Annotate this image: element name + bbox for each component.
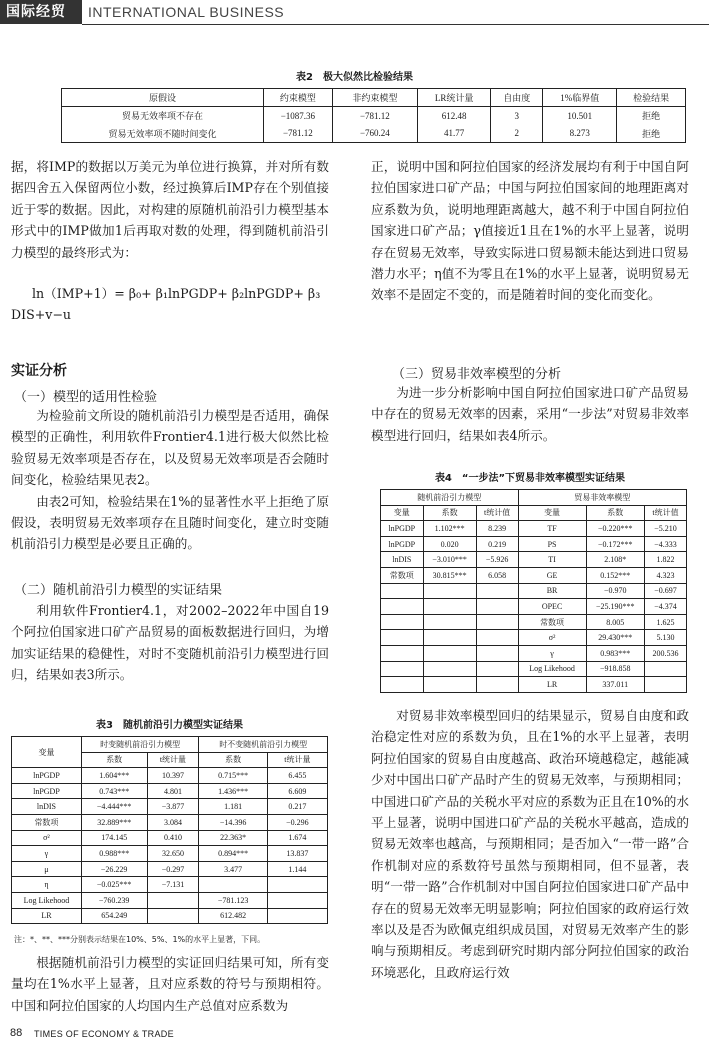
table-cell: [476, 677, 518, 693]
table-cell: [423, 583, 476, 599]
table-cell: 8.005: [586, 614, 644, 630]
table-cell: −5.210: [644, 521, 686, 537]
table-cell: 10.501: [543, 107, 617, 125]
table-cell: −781.12: [264, 125, 333, 143]
table-row: [62, 107, 686, 125]
table-cell: [476, 599, 518, 615]
table-cell: 3.477: [199, 861, 267, 877]
table-cell: [381, 583, 424, 599]
table-cell: η: [12, 877, 82, 893]
table-cell: −0.025***: [81, 877, 147, 893]
table-cell: 1.822: [644, 552, 686, 568]
left-paragraph-2: [11, 405, 329, 555]
body-text: 为进一步分析影响中国自阿拉伯国家进口矿产品贸易中存在的贸易无效率的因素，采用“一步法”对贸易非效率模型进行回归，结果如表4所示。: [371, 385, 689, 443]
table-cell: μ: [12, 861, 82, 877]
table-cell: [381, 630, 424, 646]
table-cell: [381, 614, 424, 630]
table-cell: −0.296: [267, 814, 327, 830]
table-cell: −0.172***: [586, 536, 644, 552]
left-paragraph-5: [11, 952, 329, 1016]
table-cell: lnPGDP: [381, 521, 424, 537]
page-header: [0, 0, 709, 30]
table-row: [381, 677, 687, 693]
table2-header: LR统计量: [418, 89, 491, 107]
table-cell: −781.12: [332, 107, 417, 125]
table4-subheader: 系数: [423, 505, 476, 521]
table-row: [381, 567, 687, 583]
table2-header: 1%临界值: [543, 89, 617, 107]
table-cell: lnPGDP: [12, 768, 82, 784]
table-cell: −26.229: [81, 861, 147, 877]
table-cell: [644, 661, 686, 677]
body-text: 利用软件Frontier4.1，对2002–2022年中国自19个阿拉伯国家进口矿产品贸易的面板数据进行回归，为增加实证结果的稳健性，对时不变随机前沿引力模型进行回归，结果如表3所示。: [11, 603, 329, 683]
formula-line-2: DIS+v−u: [11, 307, 72, 322]
table-cell: 30.815***: [423, 567, 476, 583]
table-cell: −7.131: [147, 877, 199, 893]
section-heading: 实证分析: [11, 363, 67, 379]
table3-caption: 表3 随机前沿引力模型实证结果: [96, 720, 243, 731]
table2-header: 检验结果: [617, 89, 686, 107]
table-cell: [267, 892, 327, 908]
right-paragraph-2: [371, 382, 689, 446]
table-row: [12, 783, 328, 799]
table-cell: 4.801: [147, 783, 199, 799]
table-row: [381, 552, 687, 568]
table-cell: σ²: [12, 830, 82, 846]
table-cell: −0.220***: [586, 521, 644, 537]
table-cell: 1.102***: [423, 521, 476, 537]
subsection-heading-2: （二）随机前沿引力模型的实证结果: [14, 583, 223, 598]
table-cell: [423, 661, 476, 677]
table3-header: 变量: [12, 737, 82, 768]
table-cell: 1.181: [199, 799, 267, 815]
table-cell: [476, 645, 518, 661]
table-cell: [476, 661, 518, 677]
table-row: [12, 846, 328, 862]
table-cell: 174.145: [81, 830, 147, 846]
table-cell: [147, 892, 199, 908]
table-cell: [267, 908, 327, 924]
table-cell: 1.436***: [199, 783, 267, 799]
table2-header: 自由度: [491, 89, 543, 107]
table-cell: [423, 614, 476, 630]
table-cell: −0.297: [147, 861, 199, 877]
journal-section-en: INTERNATIONAL BUSINESS: [88, 4, 285, 20]
table3-subheader: 系数: [199, 752, 267, 768]
table-cell: [476, 630, 518, 646]
table-cell: −5.926: [476, 552, 518, 568]
header-rule: [82, 24, 709, 25]
left-paragraph-1: [11, 156, 329, 263]
table4-header: 贸易非效率模型: [518, 490, 686, 506]
table-cell: 1.674: [267, 830, 327, 846]
table-cell: σ²: [518, 630, 586, 646]
table-cell: −3.877: [147, 799, 199, 815]
table-cell: 拒绝: [617, 125, 686, 143]
table-cell: lnPGDP: [12, 783, 82, 799]
table-cell: BR: [518, 583, 586, 599]
table-cell: 贸易无效率项不存在: [62, 107, 264, 125]
table-cell: −760.24: [332, 125, 417, 143]
table-cell: 3.084: [147, 814, 199, 830]
table-cell: 0.217: [267, 799, 327, 815]
table-cell: 8.239: [476, 521, 518, 537]
table-cell: 32.889***: [81, 814, 147, 830]
table-cell: [423, 630, 476, 646]
table-cell: 10.397: [147, 768, 199, 784]
body-text: 由表2可知，检验结果在1%的显著性水平上拒绝了原假设，表明贸易无效率项存在且随时间变化，建立时变随机前沿引力模型是必要且正确的。: [11, 493, 329, 552]
table4: [380, 489, 687, 693]
table-cell: 32.650: [147, 846, 199, 862]
table-row: [12, 892, 328, 908]
table-cell: lnPGDP: [381, 536, 424, 552]
table-cell: −3.010***: [423, 552, 476, 568]
table-cell: OPEC: [518, 599, 586, 615]
table4-header: 随机前沿引力模型: [381, 490, 519, 506]
table-row: [381, 521, 687, 537]
table-cell: 常数项: [381, 567, 424, 583]
table4-subheader: 变量: [381, 505, 424, 521]
table-cell: TI: [518, 552, 586, 568]
table-cell: LR: [518, 677, 586, 693]
table-cell: GE: [518, 567, 586, 583]
table-cell: [423, 599, 476, 615]
table-cell: 41.77: [418, 125, 491, 143]
table-cell: 0.715***: [199, 768, 267, 784]
table-cell: 5.130: [644, 630, 686, 646]
table-cell: 612.482: [199, 908, 267, 924]
table-cell: 常数项: [518, 614, 586, 630]
table-cell: [267, 877, 327, 893]
table-cell: [381, 645, 424, 661]
table-row: [381, 645, 687, 661]
table-cell: −0.970: [586, 583, 644, 599]
table-cell: −4.444***: [81, 799, 147, 815]
table-cell: −918.858: [586, 661, 644, 677]
table-row: [381, 599, 687, 615]
table-cell: 2: [491, 125, 543, 143]
table-cell: 6.058: [476, 567, 518, 583]
table-cell: −0.697: [644, 583, 686, 599]
table-cell: 2.108*: [586, 552, 644, 568]
table-cell: lnDIS: [381, 552, 424, 568]
table-row: [381, 536, 687, 552]
body-text: 根据随机前沿引力模型的实证回归结果可知，所有变量均在1%水平上显著，且对应系数的符号与预期相符。中国和阿拉伯国家的人均国内生产总值对应系数为: [11, 955, 329, 1013]
table2: [61, 88, 686, 143]
formula-line-1: ln（IMP+1）= β₀+ β₁lnPGDP+ β₂lnPGDP+ β₃: [32, 286, 321, 301]
table-cell: 612.48: [418, 107, 491, 125]
table-cell: −781.123: [199, 892, 267, 908]
table-cell: 8.273: [543, 125, 617, 143]
table3-header: 时不变随机前沿引力模型: [199, 737, 328, 753]
table-cell: [381, 599, 424, 615]
table-cell: [644, 677, 686, 693]
table-row: [381, 583, 687, 599]
table-cell: 6.609: [267, 783, 327, 799]
table-cell: 22.363*: [199, 830, 267, 846]
table-cell: [381, 677, 424, 693]
table2-caption: 表2 极大似然比检验结果: [296, 72, 413, 83]
table-cell: 0.219: [476, 536, 518, 552]
table4-subheader: t统计值: [476, 505, 518, 521]
right-paragraph-3: [371, 705, 689, 983]
subsection-heading-3: （三）贸易非效率模型的分析: [392, 367, 562, 382]
table2-header: 约束模型: [264, 89, 333, 107]
body-text: 对贸易非效率模型回归的结果显示，贸易自由度和政治稳定性对应的系数为负，且在1%的水平上显著，表明阿拉伯国家的贸易自由度越高、政治环境越稳定，越能减少对中国出口矿产品时产生的贸易无效率，与预期相同；中国进口矿产品的关税水平对应的系数为正且在10%的水平上显著，说明中国进口矿产品的关税水平越高，造成的贸易无效率也越高，与预期相同；是否加入“一带一路”合作机制对应的系数符号虽然与预期相同，但不显著，表明“一带一路”合作机制对中国自阿拉伯国家进口矿产品中存在的贸易无效率无明显影响；阿拉伯国家的政府运行效率以及是否为欧佩克组织成员国，对贸易无效率产生的影响与预期相反。考虑到研究时期内部分阿拉伯国家的政治环境恶化，且政府运行效: [371, 708, 689, 980]
table-cell: 0.020: [423, 536, 476, 552]
table-row: [12, 877, 328, 893]
body-text: 据，将IMP的数据以万美元为单位进行换算，并对所有数据四舍五入保留两位小数，经过换算后IMP存在个别值接近于零的数据。因此，对构建的原随机前沿引力模型基本形式中的IMP做加1后再取对数的处理，得到随机前沿引力模型的最终形式为：: [11, 159, 329, 260]
table-cell: −25.190***: [586, 599, 644, 615]
table-cell: 0.983***: [586, 645, 644, 661]
table-cell: −1087.36: [264, 107, 333, 125]
table-row: [12, 799, 328, 815]
table-row: [12, 908, 328, 924]
table-cell: 0.410: [147, 830, 199, 846]
table3-subheader: t统计量: [267, 752, 327, 768]
table-cell: TF: [518, 521, 586, 537]
table-cell: 1.604***: [81, 768, 147, 784]
table-cell: −4.374: [644, 599, 686, 615]
table-cell: 贸易无效率项不随时间变化: [62, 125, 264, 143]
table-cell: [381, 661, 424, 677]
table3-subheader: t统计量: [147, 752, 199, 768]
table-row: [381, 614, 687, 630]
table-cell: −760.239: [81, 892, 147, 908]
table-row: [12, 861, 328, 877]
table-row: [381, 661, 687, 677]
page-number: 88: [10, 1027, 23, 1039]
table-cell: 拒绝: [642, 111, 661, 122]
table-cell: [476, 583, 518, 599]
table-cell: 337.011: [586, 677, 644, 693]
right-paragraph-1: [371, 156, 689, 306]
subsection-heading-1: （一）模型的适用性检验: [14, 390, 158, 405]
table4-subheader: 系数: [586, 505, 644, 521]
body-text: 为检验前文所设的随机前沿引力模型是否适用，确保模型的正确性，利用软件Frontier4.1进行极大似然比检验贸易无效率项是否存在，以及贸易无效率项是否会随时间变化，检验结果见表2。: [11, 408, 329, 488]
table-cell: 0.894***: [199, 846, 267, 862]
table-cell: 0.988***: [81, 846, 147, 862]
table-cell: [423, 677, 476, 693]
table4-caption: 表4 “一步法”下贸易非效率模型实证结果: [434, 473, 626, 484]
table-cell: [476, 614, 518, 630]
table3-subheader: 系数: [81, 752, 147, 768]
table-row: [12, 830, 328, 846]
table-cell: [199, 877, 267, 893]
table-row: [12, 768, 328, 784]
table-cell: γ: [518, 645, 586, 661]
body-text: 正，说明中国和阿拉伯国家的经济发展均有利于中国自阿拉伯国家进口矿产品；中国与阿拉伯国家间的地理距离对应系数为负，说明地理距离越大，越不利于中国自阿拉伯国家进口矿产品；γ值接近1且在1%的水平上显著，说明存在贸易无效率，导致实际进口贸易额未能达到进口贸易潜力水平；η值不为零且在1%的水平上显著，说明贸易无效率不是固定不变的，而是随着时间的变化而变化。: [371, 159, 689, 303]
table3-note: 注：*、**、***分别表示结果在10%、5%、1%的水平上显著，下同。: [14, 935, 266, 944]
table-cell: 4.323: [644, 567, 686, 583]
table-cell: Log Likehood: [518, 661, 586, 677]
table-cell: [423, 645, 476, 661]
table-cell: −4.333: [644, 536, 686, 552]
table-cell: lnDIS: [12, 799, 82, 815]
magazine-name: TIMES OF ECONOMY & TRADE: [34, 1029, 174, 1039]
left-paragraph-4: [11, 600, 329, 686]
table-cell: γ: [12, 846, 82, 862]
table-cell: 常数项: [12, 814, 82, 830]
table-cell: LR: [12, 908, 82, 924]
table4-subheader: t统计值: [644, 505, 686, 521]
table3-header: 时变随机前沿引力模型: [81, 737, 199, 753]
table-cell: 3: [491, 107, 543, 125]
table2-header: 非约束模型: [332, 89, 417, 107]
table-row: [381, 630, 687, 646]
table-cell: Log Likehood: [12, 892, 82, 908]
table-row: [62, 125, 686, 143]
table-cell: 200.536: [644, 645, 686, 661]
table-cell: 29.430***: [586, 630, 644, 646]
journal-section-zh: 国际经贸: [0, 0, 82, 24]
table-cell: 1.144: [267, 861, 327, 877]
table-cell: 654.249: [81, 908, 147, 924]
table-cell: 0.152***: [586, 567, 644, 583]
table-cell: 0.743***: [81, 783, 147, 799]
table-cell: 13.837: [267, 846, 327, 862]
table-cell: 6.455: [267, 768, 327, 784]
table2-header: 原假设: [62, 89, 264, 107]
table-row: [12, 814, 328, 830]
table3: [11, 736, 328, 924]
table-cell: −14.396: [199, 814, 267, 830]
table-cell: [147, 908, 199, 924]
table-cell: PS: [518, 536, 586, 552]
table-cell: 1.625: [644, 614, 686, 630]
table4-subheader: 变量: [518, 505, 586, 521]
